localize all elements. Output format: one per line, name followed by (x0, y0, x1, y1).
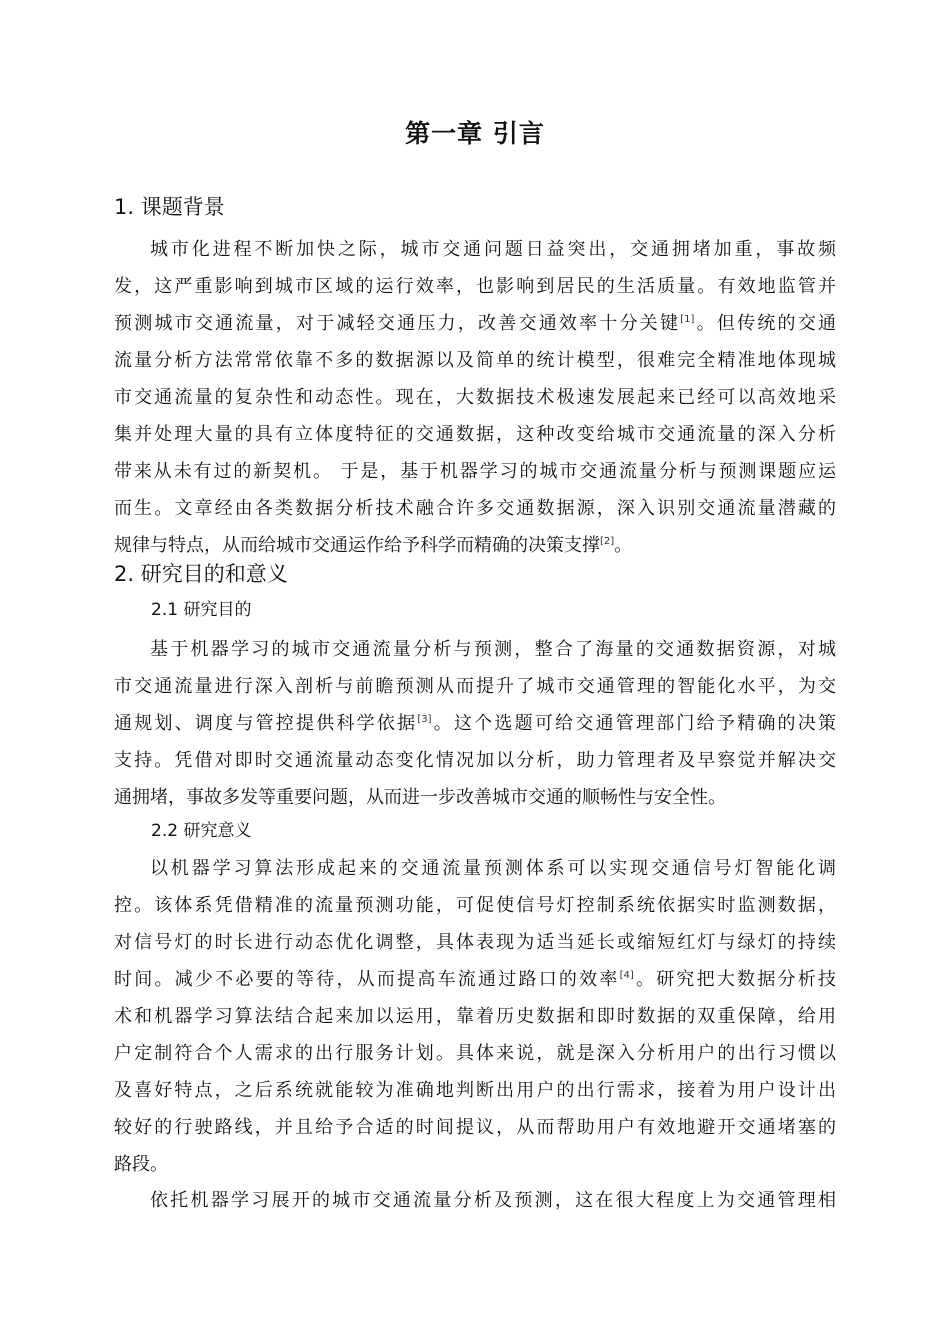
paragraph-background (114, 231, 836, 564)
text-line: 集并处理大量的具有立体度特征的交通数据，这种改变给城市交通流量的深入分析 (114, 424, 836, 445)
citation-ref: [2] (600, 536, 615, 547)
text-line: 通拥堵，事故多发等重要问题，从而进一步改善城市交通的顺畅性与安全性。 (114, 787, 726, 808)
text-line (114, 705, 836, 742)
citation-ref: [4] (619, 970, 634, 981)
text-line: 对信号灯的时长进行动态优化调整，具体表现为适当延长或缩短红灯与绿灯的持续 (114, 932, 836, 953)
section-heading-purpose-meaning: 2. 研究目的和意义 (114, 562, 288, 586)
text-span: 预测城市交通流量，对于减轻交通压力，改善交通效率十分关键 (114, 313, 681, 334)
paragraph-continued (114, 1182, 836, 1219)
text-line: 市交通流量的复杂性和动态性。现在，大数据技术极速发展起来已经可以高效地采 (114, 387, 836, 408)
text-line: 流量分析方法常常依靠不多的数据源以及简单的统计模型，很难完全精准地体现城 (114, 350, 836, 371)
text-span: 。 (614, 535, 633, 556)
text-line: 支持。凭借对即时交通流量动态变化情况加以分析，助力管理者及早察觉并解决交 (114, 750, 836, 771)
text-line: 市交通流量进行深入剖析与前瞻预测从而提升了城市交通管理的智能化水平，为交 (114, 676, 836, 697)
text-span: 。但传统的交通 (694, 313, 837, 334)
subsection-heading-purpose: 2.1 研究目的 (151, 600, 252, 620)
text-span: 通规划、调度与管控提供科学依据 (114, 713, 418, 734)
section-heading-background: 1. 课题背景 (114, 195, 225, 219)
text-line: 以机器学习算法形成起来的交通流量预测体系可以实现交通信号灯智能化调 (150, 858, 836, 879)
text-span: 。研究把大数据分析技 (633, 969, 837, 990)
subsection-heading-meaning: 2.2 研究意义 (151, 821, 252, 841)
text-line: 路段。 (114, 1154, 168, 1175)
text-line: 城市化进程不断加快之际，城市交通问题日益突出，交通拥堵加重，事故频 (150, 239, 836, 260)
chapter-title: 第一章 引言 (405, 119, 545, 148)
text-span: 。这个选题可给交通管理部门给予精确的决策 (431, 713, 837, 734)
citation-ref: [1] (680, 314, 695, 325)
text-line: 及喜好特点，之后系统就能较为准确地判断出用户的出行需求，接着为用户设计出 (114, 1080, 836, 1101)
citation-ref: [3] (417, 714, 432, 725)
text-line: 术和机器学习算法结合起来加以运用，靠着历史数据和即时数据的双重保障，给用 (114, 1006, 836, 1027)
text-line (114, 305, 836, 342)
text-line: 控。该体系凭借精准的流量预测功能，可促使信号灯控制系统依据实时监测数据， (114, 895, 836, 916)
text-line: 较好的行驶路线，并且给予合适的时间提议，从而帮助用户有效地避开交通堵塞的 (114, 1117, 836, 1138)
paragraph-meaning (114, 850, 836, 1183)
text-line: 而生。文章经由各类数据分析技术融合许多交通数据源，深入识别交通流量潜藏的 (114, 498, 836, 519)
text-line: 户定制符合个人需求的出行服务计划。具体来说，就是深入分析用户的出行习惯以 (114, 1043, 836, 1064)
text-line: 带来从未有过的新契机。 于是，基于机器学习的城市交通流量分析与预测课题应运 (114, 461, 836, 482)
text-line: 依托机器学习展开的城市交通流量分析及预测，这在很大程度上为交通管理相 (150, 1190, 836, 1211)
text-line (114, 961, 836, 998)
text-line: 基于机器学习的城市交通流量分析与预测，整合了海量的交通数据资源，对城 (150, 639, 836, 660)
text-line: 发，这严重影响到城市区域的运行效率，也影响到居民的生活质量。有效地监管并 (114, 276, 836, 297)
text-span: 规律与特点，从而给城市交通运作给予科学而精确的决策支撑 (114, 535, 600, 556)
text-span: 时间。减少不必要的等待，从而提高车流通过路口的效率 (114, 969, 620, 990)
paragraph-purpose (114, 631, 836, 816)
